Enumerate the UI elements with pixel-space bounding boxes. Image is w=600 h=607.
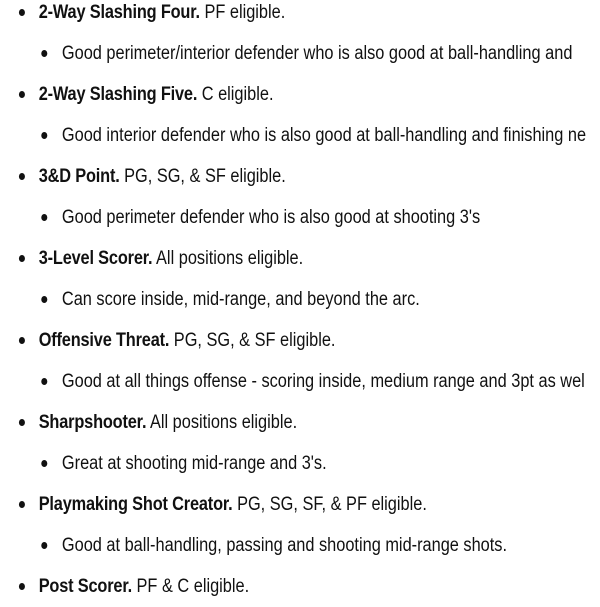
archetype-item <box>0 484 516 525</box>
bullet-icon <box>41 378 47 385</box>
archetype-description-item <box>0 443 516 484</box>
bullet-icon <box>41 460 47 467</box>
archetype-item <box>0 0 516 33</box>
archetype-description: Good at ball-handling, passing and shooting mid-range shots. <box>61 535 508 556</box>
archetype-description: Good perimeter/interior defender who is also good at ball-handling and <box>61 43 573 64</box>
archetype-item <box>0 320 516 361</box>
bullet-icon <box>41 296 47 303</box>
bullet-icon <box>19 9 25 16</box>
archetype-eligibility: PF & C eligible. <box>136 576 250 597</box>
archetype-name: 2-Way Slashing Four. <box>38 2 200 23</box>
archetype-item <box>0 156 516 197</box>
archetype-name: Offensive Threat. <box>38 330 170 351</box>
bullet-icon <box>19 501 25 508</box>
bullet-icon <box>41 132 47 139</box>
archetype-eligibility: PG, SG, & SF eligible. <box>124 166 286 187</box>
archetype-item <box>0 74 516 115</box>
archetype-eligibility: All positions eligible. <box>149 412 298 433</box>
archetype-eligibility: PG, SG, SF, & PF eligible. <box>237 494 427 515</box>
archetype-name: Sharpshooter. <box>38 412 147 433</box>
archetype-description-item <box>0 361 585 402</box>
archetype-description-item <box>0 197 516 238</box>
bullet-icon <box>41 542 47 549</box>
bullet-icon <box>19 91 25 98</box>
archetype-eligibility: All positions eligible. <box>156 248 304 269</box>
archetype-name: 3-Level Scorer. <box>38 248 153 269</box>
bullet-icon <box>41 214 47 221</box>
bullet-icon <box>19 583 25 590</box>
archetype-eligibility: C eligible. <box>201 84 274 105</box>
archetype-item <box>0 238 516 279</box>
archetype-name: 3&D Point. <box>38 166 120 187</box>
bullet-icon <box>19 173 25 180</box>
bullet-icon <box>19 337 25 344</box>
archetype-name: Playmaking Shot Creator. <box>38 494 233 515</box>
bullet-icon <box>19 419 25 426</box>
archetype-item <box>0 566 516 607</box>
archetype-description-item <box>0 115 587 156</box>
archetype-name: 2-Way Slashing Five. <box>38 84 198 105</box>
archetype-eligibility: PF eligible. <box>204 2 286 23</box>
archetype-description-item <box>0 525 516 566</box>
archetype-description: Great at shooting mid-range and 3's. <box>61 453 327 474</box>
archetype-item <box>0 402 516 443</box>
archetype-eligibility: PG, SG, & SF eligible. <box>173 330 336 351</box>
archetype-description: Good interior defender who is also good at ball-handling and finishing ne <box>61 125 587 146</box>
archetype-description: Good perimeter defender who is also good at shooting 3's <box>61 207 481 228</box>
archetype-description: Can score inside, mid-range, and beyond the arc. <box>61 289 420 310</box>
archetype-description-item <box>0 279 516 320</box>
bullet-icon <box>19 255 25 262</box>
archetype-description-item <box>0 33 573 74</box>
archetype-name: Post Scorer. <box>38 576 132 597</box>
archetype-description: Good at all things offense - scoring inside, medium range and 3pt as wel <box>61 371 585 392</box>
bullet-icon <box>41 50 47 57</box>
